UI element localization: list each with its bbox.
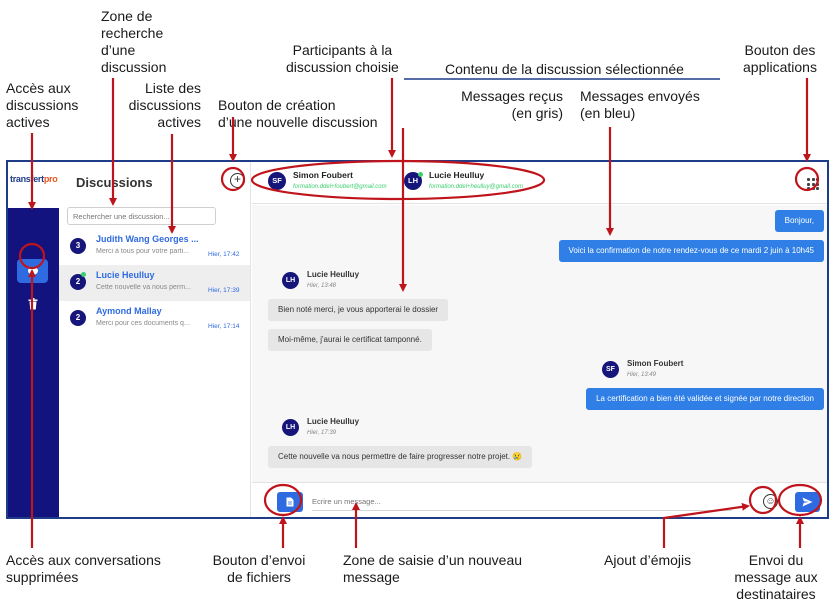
ann-line: Participants à la [292, 42, 393, 58]
left-nav-rail [8, 208, 59, 519]
messaging-app-window [6, 160, 829, 519]
participant-email: formation.ddel+foubert@gmail.com [293, 184, 387, 190]
ann-line: discussion [101, 59, 167, 75]
avatar: SF [268, 172, 286, 190]
conversation-item[interactable] [59, 301, 250, 337]
annotation-participants [286, 42, 399, 76]
participant-name: Simon Foubert [293, 170, 353, 180]
avatar: LH [404, 172, 422, 190]
ann-line: Accès aux [6, 80, 71, 96]
ann-line: Bouton de création [218, 97, 336, 113]
ann-line: (en bleu) [580, 105, 636, 121]
ann-line: discussions [128, 97, 201, 113]
unread-count-badge: 2 [70, 274, 86, 290]
ann-line: Envoi du [748, 552, 804, 568]
ann-line: Messages envoyés [580, 88, 700, 104]
participant-email: formation.ddel+heulluy@gmail.com [429, 184, 523, 190]
apps-grid-button[interactable] [807, 178, 819, 190]
conversation-item[interactable] [59, 229, 250, 265]
ann-line: Liste des [144, 80, 201, 96]
ann-line: d’une [101, 42, 136, 58]
send-file-button[interactable] [277, 492, 303, 512]
message-composer [252, 482, 829, 519]
online-status-dot [418, 172, 423, 177]
discussion-list-panel [59, 162, 251, 519]
annotation-list [112, 80, 201, 131]
chat-header [252, 162, 829, 204]
ann-line: (en gris) [511, 105, 563, 121]
trash-icon [28, 298, 38, 310]
ann-line: Accès aux conversations [6, 552, 161, 568]
ann-line: recherche [101, 25, 164, 41]
received-message-bubble: Bien noté merci, je vous apporterai le dossier [268, 299, 448, 321]
annotation-deleted [6, 552, 161, 586]
ann-line: de fichiers [227, 569, 291, 585]
annotation-send [730, 552, 822, 603]
annotation-input [343, 552, 522, 586]
sender-name: Lucie Heulluy [307, 270, 360, 279]
conversation-name: Aymond Mallay [96, 306, 162, 316]
grid-dot [816, 187, 819, 190]
grid-dot [816, 178, 819, 181]
online-status-dot [81, 272, 86, 277]
annotation-apps [743, 42, 817, 76]
discussion-search-input[interactable] [67, 207, 216, 225]
message-input[interactable] [312, 493, 732, 511]
ann-line: Zone de [101, 8, 153, 24]
ann-line: Messages reçus [461, 88, 563, 104]
chat-bubble-icon [27, 266, 39, 277]
grid-dot [812, 187, 815, 190]
ann-line: message aux [734, 569, 818, 585]
annotation-content: Contenu de la discussion sélectionnée [445, 61, 684, 77]
discussions-title: Discussions [76, 175, 153, 190]
paper-plane-icon [802, 497, 813, 507]
avatar: LH [282, 419, 299, 436]
conversation-time: Hier, 17:39 [208, 287, 240, 294]
annotation-emojis: Ajout d’émojis [604, 552, 692, 568]
ann-line: discussion choisie [286, 59, 399, 75]
annotation-active-access [6, 80, 78, 131]
message-sender [282, 417, 432, 439]
sent-message-bubble: La certification a bien été validée et signée par notre direction [586, 388, 824, 410]
message-time: Hier, 17:39 [307, 430, 337, 436]
conversation-preview: Merci à tous pour votre parti... [96, 248, 189, 255]
ann-line: message [343, 569, 400, 585]
ann-line: actives [6, 114, 50, 130]
grid-dot [807, 178, 810, 181]
unread-count-badge: 2 [70, 310, 86, 326]
message-time: Hier, 13:48 [307, 283, 337, 289]
emoji-button[interactable]: ☺ [763, 494, 778, 509]
logo-accent-text: pro [43, 174, 58, 184]
annotation-received [450, 88, 563, 122]
sent-message-bubble: Bonjour, [775, 210, 824, 232]
sender-name: Lucie Heulluy [307, 417, 360, 426]
annotation-files [206, 552, 312, 586]
sent-message-bubble: Voici la confirmation de notre rendez-vous de ce mardi 2 juin à 10h45 [559, 240, 824, 262]
message-sender [282, 270, 432, 292]
sender-name: Simon Foubert [627, 359, 684, 368]
unread-count-badge: 3 [70, 238, 86, 254]
avatar: SF [602, 361, 619, 378]
conversation-item-selected[interactable] [59, 265, 250, 301]
ann-line: supprimées [6, 569, 79, 585]
file-icon [286, 497, 294, 507]
grid-dot [812, 178, 815, 181]
grid-dot [807, 187, 810, 190]
brand-logo [10, 174, 57, 184]
grid-dot [816, 183, 819, 186]
deleted-conversations-button[interactable] [17, 292, 48, 316]
message-time: Hier, 13:49 [627, 372, 657, 378]
participant-name: Lucie Heulluy [429, 170, 485, 180]
annotation-search-zone [101, 8, 166, 76]
received-message-bubble: Cette nouvelle va nous permettre de faire progresser notre projet. 😢 [268, 446, 532, 468]
ann-line: destinataires [736, 586, 816, 602]
ann-line: discussions [6, 97, 79, 113]
annotation-create [218, 97, 378, 131]
ann-line: Bouton d’envoi [212, 552, 306, 568]
conversation-preview: Merci pour ces documents q... [96, 320, 190, 327]
message-thread [252, 205, 829, 482]
avatar: LH [282, 272, 299, 289]
received-message-bubble: Moi-même, j'aurai le certificat tamponné. [268, 329, 432, 351]
grid-dot [807, 183, 810, 186]
ann-line: d’une nouvelle discussion [218, 114, 378, 130]
ann-line: applications [743, 59, 817, 75]
ann-line: Bouton des [744, 42, 816, 58]
ann-line: Zone de saisie d’un nouveau [343, 552, 523, 568]
chat-panel [252, 162, 829, 519]
conversation-time: Hier, 17:14 [208, 323, 240, 330]
annotation-sent [580, 88, 700, 122]
conversation-time: Hier, 17:42 [208, 251, 240, 258]
grid-dot [812, 183, 815, 186]
conversation-name: Lucie Heulluy [96, 270, 155, 280]
active-discussions-button[interactable] [17, 259, 48, 283]
message-sender [602, 359, 752, 381]
new-discussion-button[interactable]: + [230, 173, 245, 188]
send-message-button[interactable] [795, 492, 820, 512]
conversation-name: Judith Wang Georges ... [96, 234, 199, 244]
conversation-preview: Cette nouvelle va nous perm... [96, 284, 191, 291]
ann-line: actives [157, 114, 201, 130]
logo-text: transfert [10, 174, 44, 184]
